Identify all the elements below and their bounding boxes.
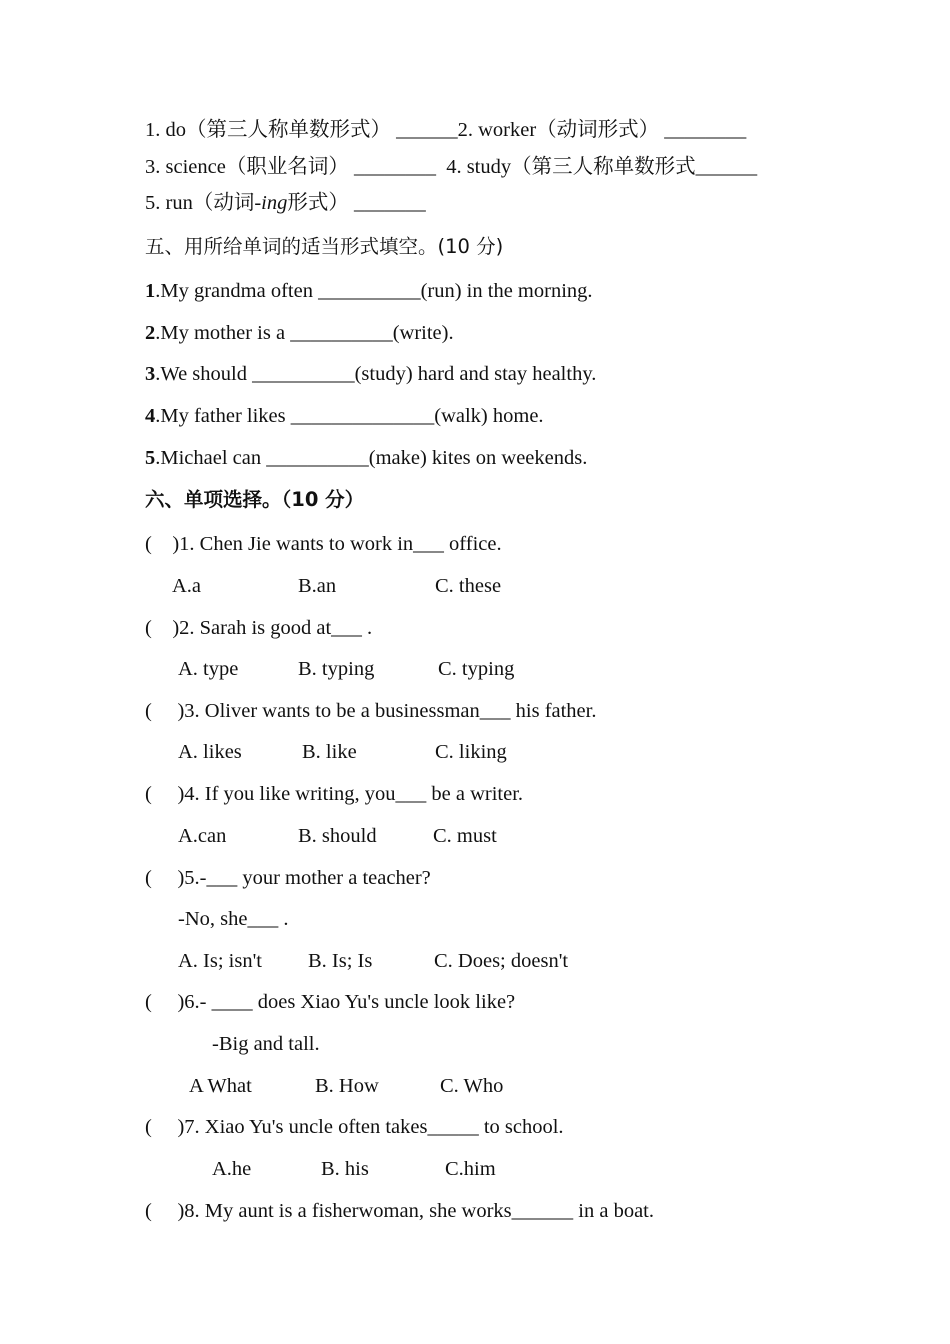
item-text-after: (run) in the morning.	[420, 280, 593, 302]
item-text-after: (write).	[392, 322, 454, 344]
item-text-before: .My mother is a	[155, 322, 291, 344]
fill-item-3	[145, 364, 596, 385]
question-6-option-c[interactable]: C. Who	[440, 1075, 504, 1097]
item-text-after: (walk) home.	[434, 405, 544, 427]
line3-prefix: 5. run（动词-	[145, 192, 262, 214]
answer-blank[interactable]: __________	[290, 322, 393, 344]
question-1-option-c[interactable]: C. these	[435, 575, 502, 597]
item-number: 4	[145, 405, 156, 427]
question-5-stem: ( )5.-___ your mother a teacher?	[145, 867, 431, 889]
line3-italic: ing	[261, 192, 288, 214]
answer-blank[interactable]: __________	[318, 280, 421, 302]
word-form-line-2: 3. science（职业名词） ________ 4. study（第三人称单数形式______	[145, 156, 758, 178]
section5-heading: 五、用所给单词的适当形式填空。(10 分)	[145, 235, 504, 258]
question-7-option-b[interactable]: B. his	[321, 1158, 369, 1180]
item-text-before: .My father likes	[155, 405, 291, 427]
answer-blank[interactable]: __________	[266, 447, 369, 469]
fill-item-1	[145, 281, 593, 302]
question-4-option-b[interactable]: B. should	[298, 825, 377, 847]
question-4-option-a[interactable]: A.can	[178, 825, 227, 847]
question-5-reply: -No, she___ .	[178, 908, 289, 930]
section6-heading: 六、单项选择。（10 分）	[145, 488, 365, 511]
question-6-option-a[interactable]: A What	[189, 1075, 252, 1097]
question-3-stem: ( )3. Oliver wants to be a businessman___ his father.	[145, 700, 597, 722]
question-5-option-c[interactable]: C. Does; doesn't	[434, 950, 569, 972]
question-2-stem: ( )2. Sarah is good at___ .	[145, 617, 373, 639]
question-4-option-c[interactable]: C. must	[433, 825, 497, 847]
item-text-after: (study) hard and stay healthy.	[354, 363, 597, 385]
answer-blank[interactable]: ______________	[290, 405, 435, 427]
item-number: 1	[145, 280, 156, 302]
fill-item-4	[145, 406, 544, 427]
question-1-stem: ( )1. Chen Jie wants to work in___ office.	[145, 533, 502, 555]
question-7-stem: ( )7. Xiao Yu's uncle often takes_____ to school.	[145, 1116, 564, 1138]
question-5-option-b[interactable]: B. Is; Is	[308, 950, 373, 972]
question-6-stem: ( )6.- ____ does Xiao Yu's uncle look like?	[145, 991, 516, 1013]
question-1-option-b[interactable]: B.an	[298, 575, 337, 597]
question-6-reply: -Big and tall.	[212, 1033, 320, 1055]
item-text-before: .We should	[155, 363, 253, 385]
question-3-option-a[interactable]: A. likes	[178, 741, 242, 763]
item-number: 5	[145, 447, 156, 469]
question-1-option-a[interactable]: A.a	[172, 575, 202, 597]
question-5-option-a[interactable]: A. Is; isn't	[178, 950, 262, 972]
item-number: 2	[145, 322, 156, 344]
item-text-before: .My grandma often	[155, 280, 319, 302]
item-number: 3	[145, 363, 156, 385]
question-2-option-b[interactable]: B. typing	[298, 658, 375, 680]
item-text-after: (make) kites on weekends.	[368, 447, 588, 469]
answer-blank[interactable]: __________	[252, 363, 355, 385]
question-6-option-b[interactable]: B. How	[315, 1075, 379, 1097]
question-2-option-a[interactable]: A. type	[178, 658, 239, 680]
fill-item-5	[145, 448, 587, 469]
item-text-before: .Michael can	[155, 447, 267, 469]
question-7-option-a[interactable]: A.he	[212, 1158, 252, 1180]
question-7-option-c[interactable]: C.him	[445, 1158, 496, 1180]
question-2-option-c[interactable]: C. typing	[438, 658, 515, 680]
line3-suffix: 形式） _______	[287, 192, 426, 214]
fill-item-2	[145, 323, 454, 344]
word-form-line-3	[145, 193, 426, 214]
question-8-stem: ( )8. My aunt is a fisherwoman, she works______ in a boat.	[145, 1200, 654, 1222]
question-3-option-b[interactable]: B. like	[302, 741, 357, 763]
question-4-stem: ( )4. If you like writing, you___ be a writer.	[145, 783, 524, 805]
word-form-line-1: 1. do（第三人称单数形式） ______2. worker（动词形式） ________	[145, 119, 747, 141]
question-3-option-c[interactable]: C. liking	[435, 741, 507, 763]
